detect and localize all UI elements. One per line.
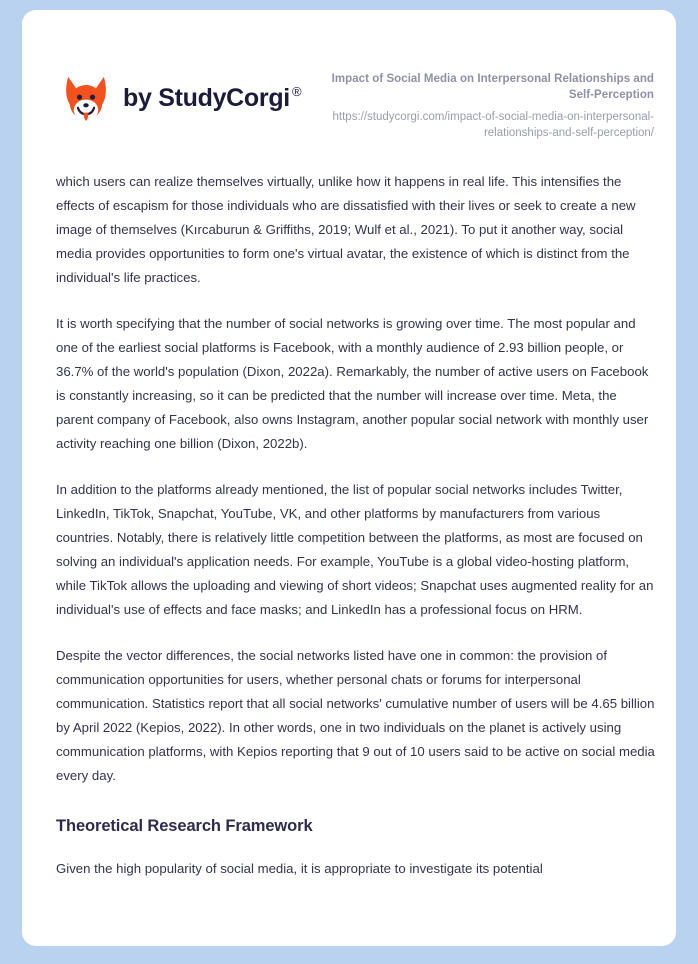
document-body [56, 170, 656, 881]
brand-name-text: by StudyCorgi [123, 83, 290, 112]
brand-wordmark [123, 84, 301, 113]
document-header [22, 10, 676, 160]
body-paragraph: which users can realize themselves virtually, unlike how it happens in real life. This intensifies the effects of escapism for those individuals who are dissatisfied with their lives or seek to create a new image of themselves (Kırcaburun & Griffiths, 2019; Wulf et al., 2021). To put it another way, social media provides opportunities to form one's virtual avatar, the existence of which is distinct from the individual's life practices. [56, 174, 636, 285]
body-paragraph: In addition to the platforms already mentioned, the list of popular social networks includes Twitter, LinkedIn, TikTok, Snapchat, YouTube, VK, and other platforms by manufacturers from various countries. Notably, there is relatively little competition between the platforms, as most are focused on solving an individual's application needs. For example, YouTube is a global video-hosting platform, while TikTok allows the uploading and viewing of short videos; Snapchat uses augmented reality for an individual's use of effects and face masks; and LinkedIn has a professional focus on HRM. [56, 482, 654, 617]
header-meta [314, 72, 654, 141]
source-url[interactable]: https://studycorgi.com/impact-of-social-media-on-interpersonal-relationships-and-self-perception/ [332, 111, 654, 140]
page-title: Impact of Social Media on Interpersonal Relationships and Self-Perception [331, 73, 654, 101]
corgi-head-icon [60, 72, 112, 124]
document-sheet [22, 10, 676, 946]
body-paragraph: Given the high popularity of social media, it is appropriate to investigate its potential [56, 861, 543, 877]
registered-trademark-icon: ® [291, 84, 302, 100]
section-heading: Theoretical Research Framework [56, 817, 313, 835]
body-paragraph: Despite the vector differences, the social networks listed have one in common: the provision of communication opportunities for users, whether personal chats or forums for interpersonal communication. Statistics report that all social networks' cumulative number of users will be 4.65 billion by April 2022 (Kepios, 2022). In other words, one in two individuals on the planet is actively using communication platforms, with Kepios reporting that 9 out of 10 users said to be active on social media every day. [56, 648, 655, 783]
body-paragraph: It is worth specifying that the number of social networks is growing over time. The most popular and one of the earliest social platforms is Facebook, with a monthly audience of 2.93 billion people, or 36.7% of the world's population (Dixon, 2022a). Remarkably, the number of active users on Facebook is constantly increasing, so it can be predicted that the number will increase over time. Meta, the parent company of Facebook, also owns Instagram, another popular social network with monthly user activity reaching one billion (Dixon, 2022b). [56, 316, 649, 451]
brand-block[interactable] [60, 72, 301, 124]
